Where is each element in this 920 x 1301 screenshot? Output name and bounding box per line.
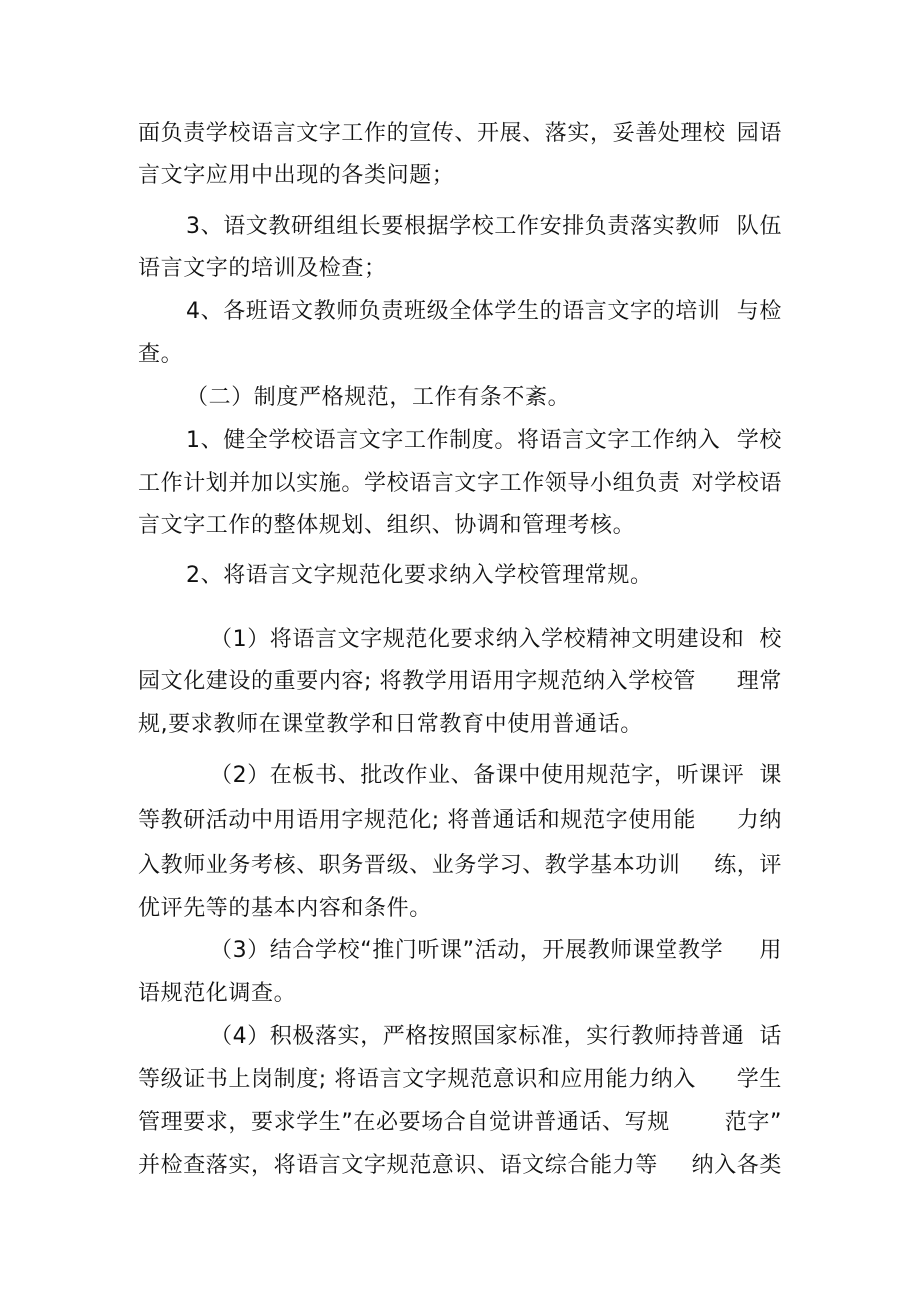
text-line (138, 850, 782, 882)
text-line (138, 666, 782, 698)
text-segment: 纳入各类 (691, 1153, 782, 1178)
text-line (210, 1021, 782, 1053)
text-line (138, 709, 782, 741)
text-segment: 力纳 (736, 808, 782, 833)
text-line (210, 760, 782, 792)
text-segment: 园文化建设的重要内容; 将教学用语用字规范纳入学校管 (138, 669, 697, 694)
text-line (186, 560, 782, 592)
text-segment: 管理要求，要求学生”在必要场合自觉讲普通话、写规 (138, 1110, 670, 1135)
text-segment: 话 (759, 1024, 782, 1049)
text-line (138, 1150, 782, 1182)
text-segment: 言文字应用中出现的各类问题； (138, 163, 455, 188)
text-segment: 等教研活动中用语用字规范化; 将普通话和规范字使用能 (138, 808, 697, 833)
text-segment: 语规范化调查。 (138, 981, 297, 1006)
text-segment: （4）积极落实，严格按照国家标准，实行教师持普通 (210, 1024, 745, 1049)
text-segment: 规,要求教师在课堂教学和日常教育中使用普通话。 (138, 712, 643, 737)
text-segment: 入教师业务考核、职务晋级、业务学习、教学基本功训 (138, 853, 681, 878)
text-line (186, 425, 782, 457)
text-line (186, 211, 782, 243)
text-line (138, 118, 782, 150)
text-line (210, 935, 782, 967)
text-segment: （2）在板书、批改作业、备课中使用规范字，听课评 (210, 763, 745, 788)
text-segment: 4、各班语文教师负责班级全体学生的语言文字的培训 (186, 299, 721, 324)
text-line (186, 296, 782, 328)
text-line (138, 468, 782, 500)
text-line (138, 978, 782, 1010)
text-segment: 练，评 (714, 853, 782, 878)
text-segment: 1、健全学校语言文字工作制度。将语言文字工作纳入 (186, 428, 721, 453)
text-segment: 与检 (736, 299, 782, 324)
text-segment: 用 (759, 938, 782, 963)
text-segment: 工作计划并加以实施。学校语言文字工作领导小组负责 (138, 471, 681, 496)
text-segment: 语言文字的培训及检查； (138, 256, 387, 281)
text-segment: 3、语文教研组组长要根据学校工作安排负责落实教师 (186, 214, 721, 239)
text-segment: 理常 (736, 669, 782, 694)
text-segment: 园语 (736, 121, 782, 146)
text-segment: 面负责学校语言文字工作的宣传、开展、落实，妥善处理校 (138, 121, 726, 146)
text-line (138, 805, 782, 837)
text-segment: 优评先等的基本内容和条件。 (138, 896, 432, 921)
text-segment: （3）结合学校“推门听课”活动，开展教师课堂教学 (210, 938, 724, 963)
text-segment: 范字” (724, 1110, 782, 1135)
text-segment: 2、将语言文字规范化要求纳入学校管理常规。 (186, 563, 653, 588)
text-line (138, 1107, 782, 1139)
text-line (138, 510, 782, 542)
text-segment: 并检查落实，将语言文字规范意识、语文综合能力等 (138, 1153, 658, 1178)
text-segment: 学校 (736, 428, 782, 453)
text-segment: 等级证书上岗制度; 将语言文字规范意识和应用能力纳入 (138, 1067, 697, 1092)
text-line (138, 1064, 782, 1096)
text-segment: 校 (759, 627, 782, 652)
text-segment: 言文字工作的整体规划、组织、协调和管理考核。 (138, 513, 636, 538)
text-line (210, 624, 782, 656)
text-segment: 查。 (138, 342, 184, 367)
text-line (138, 893, 782, 925)
text-segment: （二）制度严格规范，工作有条不紊。 (186, 385, 571, 410)
text-line (186, 382, 782, 414)
text-segment: 课 (759, 763, 782, 788)
text-segment: （1）将语言文字规范化要求纳入学校精神文明建设和 (210, 627, 745, 652)
text-segment: 对学校语 (691, 471, 782, 496)
text-line (138, 339, 782, 371)
text-segment: 队伍 (736, 214, 782, 239)
text-segment: 学生 (736, 1067, 782, 1092)
text-line (138, 253, 782, 285)
text-line (138, 160, 782, 192)
